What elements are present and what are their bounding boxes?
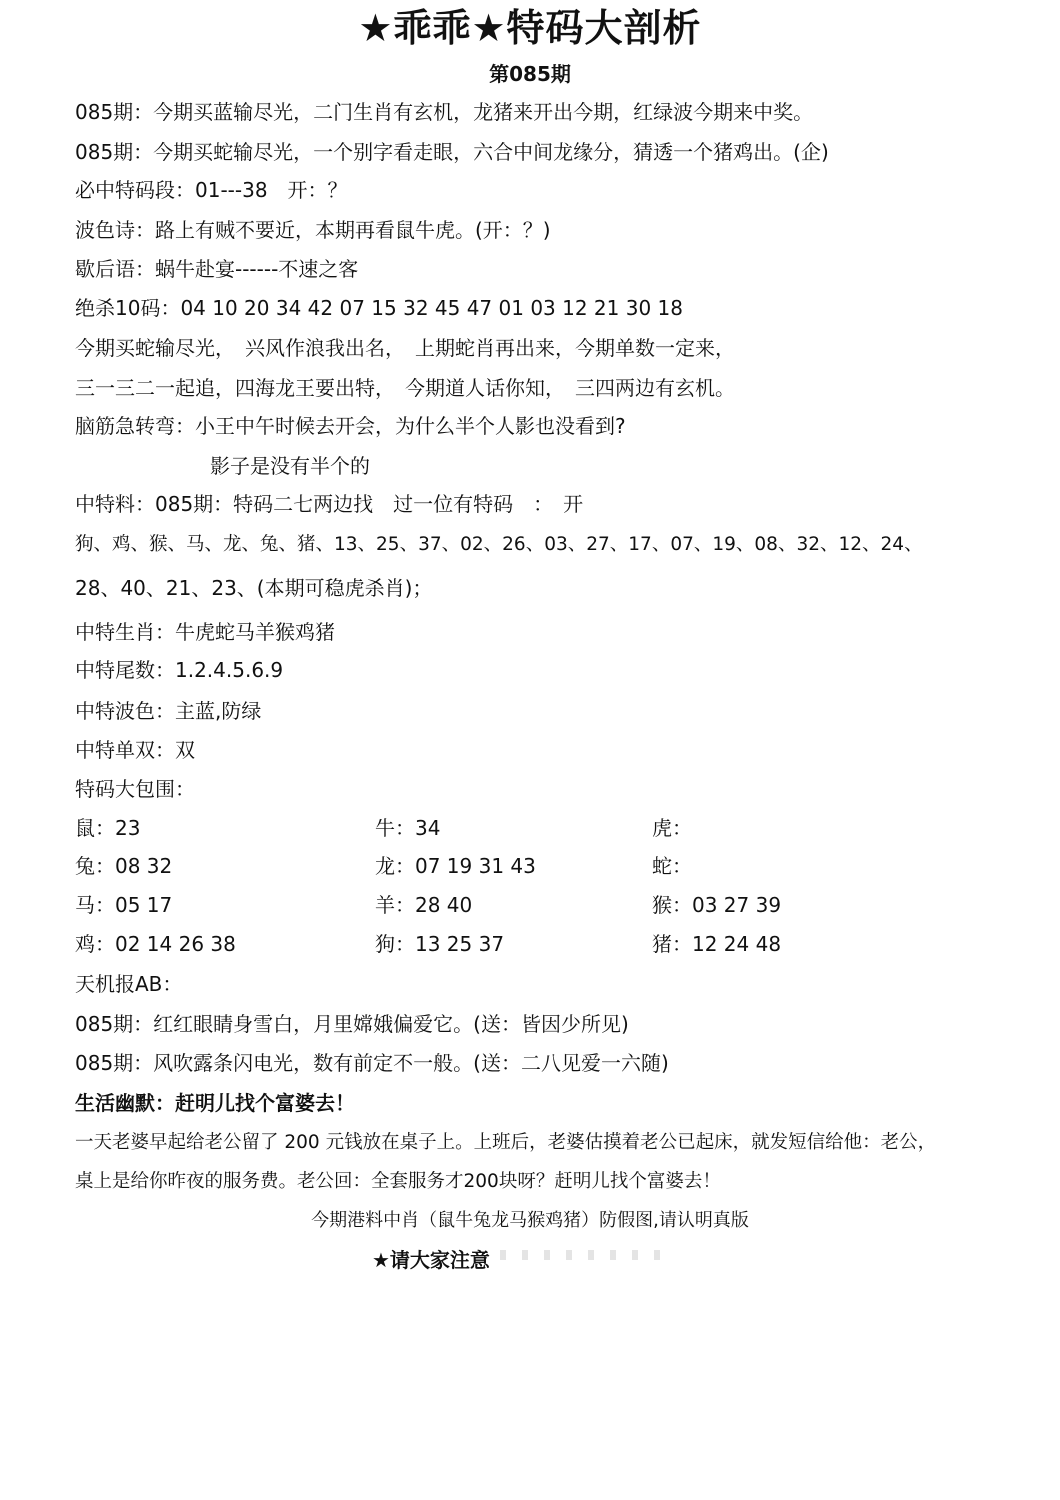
zodiac-cell: 兔：08 32	[75, 854, 173, 878]
text-line: 影子是没有半个的	[210, 454, 370, 478]
text-line: 波色诗：路上有贼不要近，本期再看鼠牛虎。(开：？)	[75, 218, 551, 242]
text-line: 中特单双：双	[75, 738, 195, 762]
tianji-line: 085期：风吹露条闪电光，数有前定不一般。(送：二八见爱一六随)	[75, 1051, 669, 1075]
humor-heading: 生活幽默：赶明儿找个富婆去！	[75, 1091, 355, 1115]
tianji-line: 085期：红红眼睛身雪白，月里嫦娥偏爱它。(送：皆因少所见)	[75, 1012, 629, 1036]
text-line: 085期：今期买蛇输尽光，一个别字看走眼，六合中间龙缘分，猜透一个猪鸡出。(企)	[75, 140, 829, 164]
text-line: 中特尾数：1.2.4.5.6.9	[75, 658, 284, 682]
zodiac-cell: 牛：34	[375, 816, 441, 840]
issue-number: 第085期	[489, 62, 571, 86]
humor-line: 一天老婆早起给老公留了 200 元钱放在桌子上。上班后，老婆估摸着老公已起床，就发短信给他：老公，	[75, 1132, 937, 1153]
zodiac-cell: 狗：13 25 37	[375, 932, 505, 956]
zodiac-cell: 猪：12 24 48	[652, 932, 782, 956]
text-line: 中特波色：主蓝,防绿	[75, 699, 262, 723]
text-line: 绝杀10码：04 10 20 34 42 07 15 32 45 47 01 03 12 21 30 18	[75, 296, 683, 320]
text-line: 三一三二一起追，四海龙王要出特， 今期道人话你知， 三四两边有玄机。	[75, 376, 735, 400]
zodiac-cell: 龙：07 19 31 43	[375, 854, 536, 878]
zodiac-cell: 鸡：02 14 26 38	[75, 932, 236, 956]
zodiac-cell: 蛇：	[652, 854, 692, 878]
zodiac-cell: 鼠：23	[75, 816, 141, 840]
attention-notice: ★请大家注意	[372, 1248, 490, 1272]
zodiac-cell: 马：05 17	[75, 893, 173, 917]
antifake-notice: 今期港料中肖（鼠牛兔龙马猴鸡猪）防假图,请认明真版	[311, 1210, 749, 1231]
text-line: 中特生肖：牛虎蛇马羊猴鸡猪	[75, 620, 335, 644]
faded-text-smear	[500, 1250, 670, 1260]
text-line: 特码大包围：	[75, 777, 195, 801]
text-line: 中特料：085期：特码二七两边找 过一位有特码 ： 开	[75, 492, 584, 516]
page-title: ★乖乖★特码大剖析	[358, 6, 702, 50]
text-line: 必中特码段：01---38 开：？	[75, 178, 348, 202]
zodiac-cell: 羊：28 40	[375, 893, 473, 917]
text-line: 脑筋急转弯：小王中午时候去开会，为什么半个人影也没看到?	[75, 414, 626, 438]
text-line: 狗、鸡、猴、马、龙、兔、猪、13、25、37、02、26、03、27、17、07、19、08、32、12、24、	[75, 534, 923, 555]
text-line: 歇后语：蜗牛赴宴------不速之客	[75, 257, 359, 281]
text-line: 今期买蛇输尽光， 兴风作浪我出名， 上期蛇肖再出来，今期单数一定来，	[75, 336, 735, 360]
humor-line: 桌上是给你昨夜的服务费。老公回：全套服务才200块呀？赶明儿找个富婆去！	[75, 1171, 721, 1192]
text-line: 28、40、21、23、(本期可稳虎杀肖)；	[75, 576, 433, 600]
zodiac-cell: 猴：03 27 39	[652, 893, 782, 917]
text-line: 085期：今期买蓝输尽光，二门生肖有玄机，龙猪来开出今期，红绿波今期来中奖。	[75, 100, 814, 124]
tianji-heading: 天机报AB：	[75, 972, 183, 996]
zodiac-cell: 虎：	[652, 816, 692, 840]
